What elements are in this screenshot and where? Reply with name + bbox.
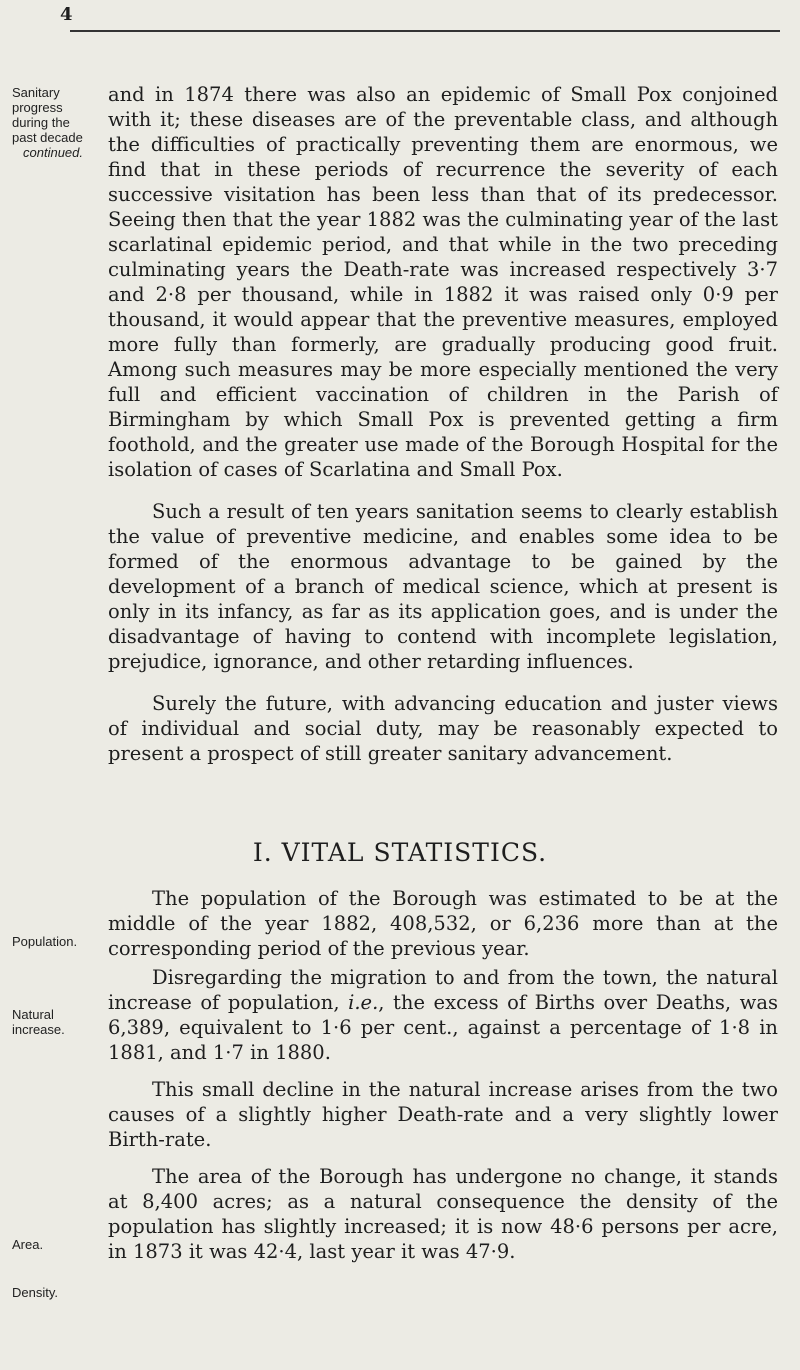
header-rule (70, 30, 780, 32)
paragraph-decline: This small decline in the natural increase arises from the two causes of a slightly higher Death-rate and a very slightly lower Birth-rate. (108, 1078, 778, 1151)
vital-statistics-text-block (108, 886, 778, 1264)
page-number: 4 (60, 4, 73, 25)
paragraph-future: Surely the future, with advancing education and juster views of individual and social duty, may be reasonably expected to present a prospect of still greater sanitary advancement. (108, 692, 778, 765)
margin-note-population: Population. (12, 934, 78, 949)
paragraph-natural-increase (108, 965, 778, 1065)
margin-note-natural-increase: Natural increase. (12, 1007, 65, 1037)
natural-increase-text-2: , the excess of Births over Deaths, was 6,389, equivalent to 1·6 per cent., against a percentage of 1·8 in 1881, and 1·7 in 1880. (108, 991, 778, 1064)
natural-increase-text-1: Disregarding the migration to and from the town, the natural increase of population, (108, 966, 778, 1014)
paragraph-population: The population of the Borough was estimated to be at the middle of the year 1882, 408,532, or 6,236 more than at the corresponding period of the previous year. (108, 887, 778, 960)
paragraph-area-density: The area of the Borough has undergone no change, it stands at 8,400 acres; as a natural consequence the density of the population has slightly increased; it is now 48·6 persons per acre, in 1873 it was 42·4, last year it was 47·9. (108, 1165, 778, 1263)
paragraph-epidemic: and in 1874 there was also an epidemic of Small Pox conjoined with it; these diseases are of the preventable class, and although the difficulties of practically preventing them are enormous, we find that in these periods of recurrence the severity of each successive visitation has been less than that of its predecessor. Seeing then that the year 1882 was the culminating year of the last scarlatinal epidemic period, and that while in the two preceding culminating years the Death-rate was increased respectively 3·7 and 2·8 per thousand, while in 1882 it was raised only 0·9 per thousand, it would appear that the preventive measures, employed more fully than formerly, are gradually producing good fruit. Among such measures may be more especially mentioned the very full and efficient vaccination of children in the Parish of Birmingham by which Small Pox is prevented getting a firm foothold, and the greater use made of the Borough Hospital for the isolation of cases of Scarlatina and Small Pox. (108, 83, 778, 481)
margin-note-sanitary (12, 85, 94, 160)
paragraph-preventive-medicine: Such a result of ten years sanitation seems to clearly establish the value of preventive medicine, and enables some idea to be formed of the enormous advantage to be gained by the development of a branch of medical science, which at present is only in its infancy, as far as its application goes, and is under the disadvantage of having to contend with incomplete legislation, prejudice, ignorance, and other retarding influences. (108, 500, 778, 673)
margin-note-continued: continued. (23, 145, 83, 160)
margin-note-sanitary-text: Sanitary progress during the past decade (12, 85, 83, 145)
section-title: I. VITAL STATISTICS. (252, 838, 548, 867)
margin-note-density: Density. (12, 1285, 58, 1300)
margin-note-area: Area. (12, 1237, 44, 1252)
natural-increase-ie: i.e. (348, 991, 379, 1014)
sanitary-text-block (108, 82, 778, 766)
